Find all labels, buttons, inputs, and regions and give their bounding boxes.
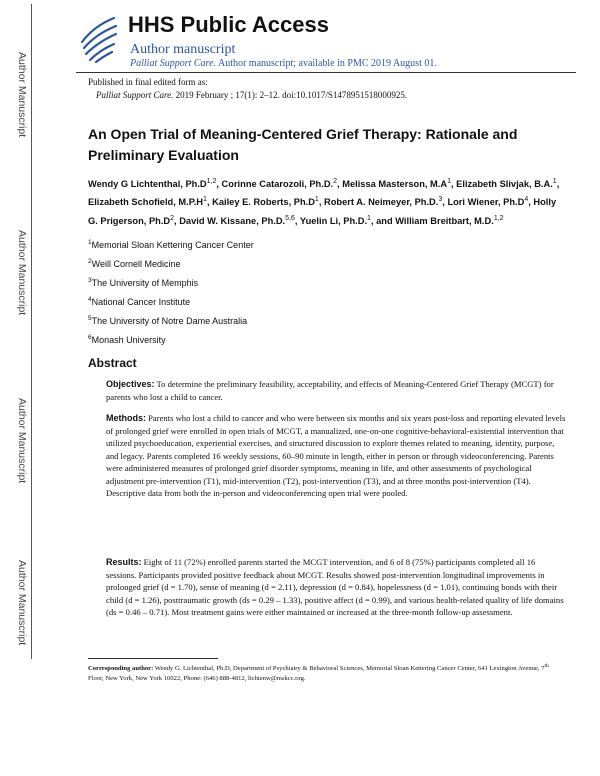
footnote-sup: th: [544, 663, 549, 669]
author-affiliation-sup: 1: [203, 196, 207, 204]
author-affiliation-sup: 2: [333, 178, 338, 185]
objectives-text: To determine the preliminary feasibility, acceptability, and effects of Meaning-Centered Grief Therapy (MCGT) for parents who lost a child to cancer.: [106, 379, 554, 402]
affiliation-list: [88, 236, 254, 350]
citation-text: 2019 February ; 17(1): 2–12. doi:10.1017/S1478951518000925.: [173, 90, 408, 100]
affiliation-item: [88, 293, 254, 312]
author-name: Elizabeth Schofield, M.P.H: [88, 197, 204, 208]
footnote-rule: [88, 658, 218, 659]
author-name: Yuelin Li, Ph.D.: [299, 215, 368, 226]
author-name: Robert A. Neimeyer, Ph.D.: [324, 197, 439, 208]
author-affiliation-sup: 1: [367, 214, 371, 222]
hhs-eagle-logo-icon: [76, 12, 122, 64]
affiliation-text: National Cancer Institute: [91, 297, 191, 307]
footnote-text-a: Wendy G. Lichtenthal, Ph.D, Department of Psychiatry & Behavioral Sciences, Memorial Sloan Kettering Cancer Center, 641 Lexington Avenue, 7: [153, 665, 545, 673]
header-journal: Palliat Support Care.: [130, 58, 217, 69]
author-affiliation-sup: 1: [314, 196, 319, 204]
author-manuscript-sidebar: [0, 0, 40, 776]
affiliation-item: [88, 312, 254, 331]
author-affiliation-sup: 2: [170, 214, 175, 222]
author-affiliation-sup: 1,2: [206, 178, 217, 185]
affiliation-text: Monash University: [91, 335, 166, 345]
author-separator: ,: [337, 179, 343, 190]
affiliation-number: 3: [88, 277, 92, 284]
affiliation-text: The University of Memphis: [91, 278, 199, 288]
affiliation-number: 2: [88, 258, 92, 265]
affiliation-item: [88, 236, 254, 255]
affiliation-text: The University of Notre Dame Australia: [91, 316, 248, 326]
abstract-methods: [106, 412, 566, 500]
author-list: [88, 174, 560, 229]
author-separator: ,: [294, 215, 300, 226]
abstract-heading: Abstract: [88, 356, 137, 370]
abstract-results: [106, 556, 566, 619]
corresponding-author-footnote: [88, 662, 558, 683]
author-separator: ,: [318, 197, 324, 208]
author-name: Lori Wiener, Ph.D: [447, 197, 525, 208]
abstract-objectives: [106, 378, 566, 403]
author-affiliation-sup: 5,6: [285, 214, 295, 222]
sidebar-label: Author Manuscript: [16, 52, 28, 138]
header-subtitle: Author manuscript: [130, 42, 236, 57]
sidebar-label: Author Manuscript: [16, 230, 28, 316]
sidebar-label: Author Manuscript: [16, 398, 28, 484]
author-name: Corinne Catarozoli, Ph.D.: [221, 179, 334, 190]
article-title: An Open Trial of Meaning-Centered Grief Therapy: Rationale and Preliminary Evaluation: [88, 126, 518, 163]
author-separator: , and: [370, 215, 396, 226]
citation: [88, 89, 407, 102]
author-separator: ,: [216, 179, 222, 190]
footnote-text-b: Floor, New York, New York 10022, Phone: (646) 888-4812, lichtenw@mskcc.org.: [88, 674, 306, 682]
author-separator: ,: [174, 215, 180, 226]
author-name: Melissa Masterson, M.A: [342, 179, 448, 190]
sidebar-label: Author Manuscript: [16, 560, 28, 646]
footnote-label: Corresponding author:: [88, 665, 154, 673]
affiliation-item: [88, 331, 254, 350]
methods-text: Parents who lost a child to cancer and who were between six months and six years post-loss and reporting elevated levels of prolonged grief were enrolled in open trials of MCGT, a manualized, one-on-one cognitive-behavioral-existential intervention that utilized psychoeducation, experiential exercises, and structured discussion to explore themes related to meaning, identity, purpose, and legacy. Parents completed 16 weekly sessions, 60–90 minute in length, either in person or through videoconferencing. Parents were administered measures of prolonged grief disorder symptoms, meaning in life, and other assessments of psychological adjustment pre-intervention (T1), mid-intervention (T2), post-intervention (T3), and at three months post-intervention (T4). Descriptive data from both the in-person and videoconferencing open trial were pooled.: [106, 413, 566, 498]
header-availability-text: Author manuscript; available in PMC 2019 August 01.: [216, 58, 437, 69]
hhs-header: [76, 10, 572, 70]
header-availability: [130, 58, 437, 69]
affiliation-text: Memorial Sloan Kettering Cancer Center: [91, 240, 254, 250]
sidebar-divider: [31, 4, 32, 659]
citation-journal: Palliat Support Care.: [96, 90, 174, 100]
author-name: Elizabeth Slivjak, B.A.: [456, 179, 553, 190]
affiliation-number: 6: [88, 334, 92, 341]
author-separator: ,: [556, 179, 560, 190]
author-name: William Breitbart, M.D.: [395, 215, 494, 226]
author-affiliation-sup: 1: [447, 178, 451, 185]
author-affiliation-sup: 1: [552, 178, 557, 185]
author-name: Wendy G Lichtenthal, Ph.D: [88, 179, 207, 190]
author-name: Kailey E. Roberts, Ph.D: [212, 197, 315, 208]
publication-info: [88, 76, 407, 102]
affiliation-number: 1: [88, 239, 92, 246]
author-separator: ,: [528, 197, 534, 208]
author-name: Holly G. Prigerson, Ph.D: [88, 197, 557, 226]
author-separator: ,: [442, 197, 448, 208]
results-label: Results:: [106, 557, 142, 567]
affiliation-item: [88, 274, 254, 293]
author-separator: ,: [206, 197, 213, 208]
author-affiliation-sup: 4: [524, 196, 529, 204]
author-name: David W. Kissane, Ph.D.: [179, 215, 286, 226]
affiliation-item: [88, 255, 254, 274]
author-separator: ,: [451, 179, 457, 190]
published-label: Published in final edited form as:: [88, 77, 208, 87]
affiliation-number: 4: [88, 296, 92, 303]
header-title: HHS Public Access: [128, 12, 329, 37]
author-affiliation-sup: 3: [438, 196, 443, 204]
affiliation-text: Weill Cornell Medicine: [91, 259, 181, 269]
affiliation-number: 5: [88, 315, 92, 322]
header-rule: [76, 72, 576, 73]
author-affiliation-sup: 1,2: [493, 214, 504, 222]
objectives-label: Objectives:: [106, 379, 155, 389]
methods-label: Methods:: [106, 413, 146, 423]
results-text: Eight of 11 (72%) enrolled parents started the MCGT intervention, and 6 of 8 (75%) participants completed all 16 sessions. Participants provided positive feedback about MCGT. Results showed post-intervention longitudinal improvements in prolonged grief (d = 1.70), sense of meaning (d = 2.11), depression (d = 0.84), hopelessness (d = 1.01), continuing bonds with their child (d = 1.26), posttraumatic growth (ds = 0.29 – 1.33), positive affect (d = 0.99), and various health-related quality of life domains (ds = 0.46 – 0.71). Most treatment gains were either maintained or increased at the three-month follow-up assessment.: [106, 557, 564, 617]
